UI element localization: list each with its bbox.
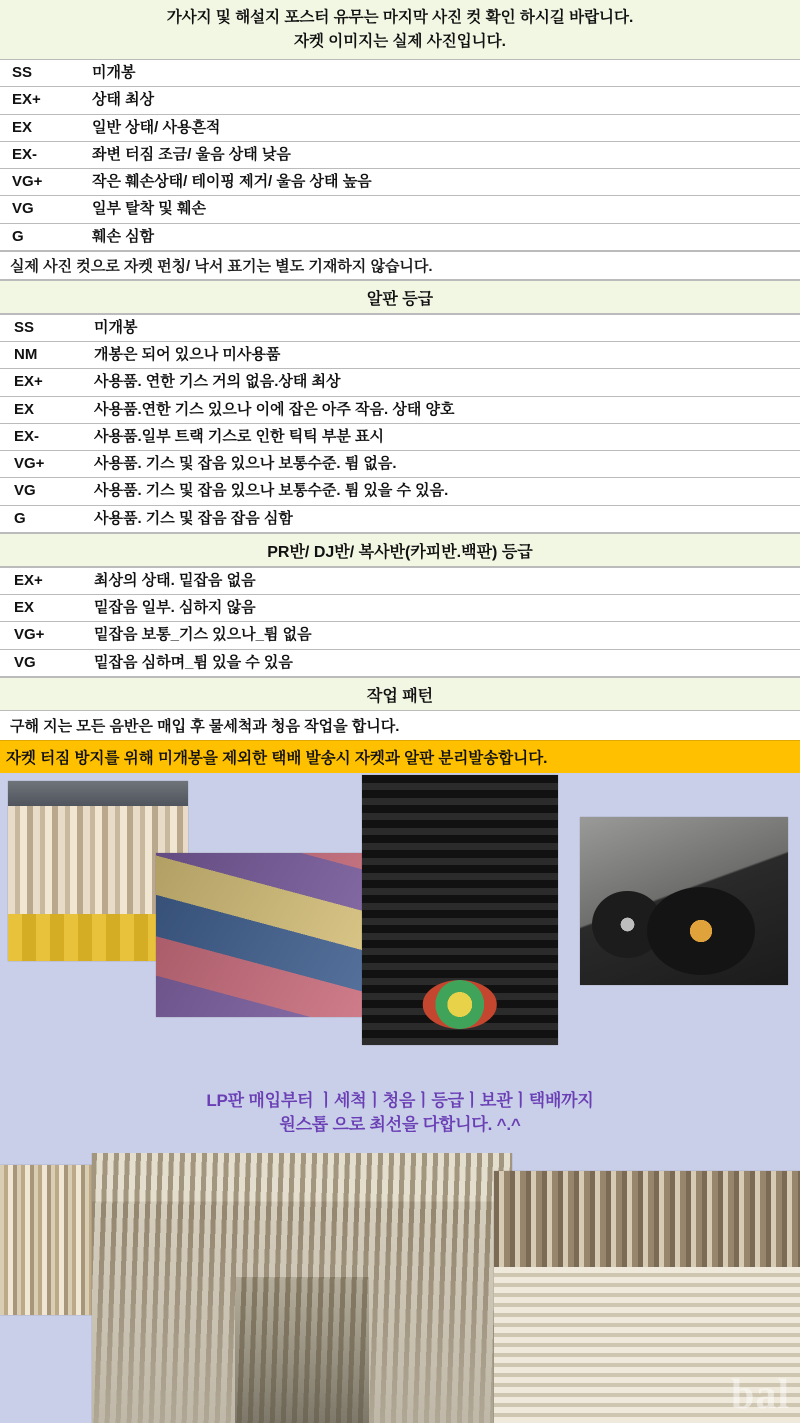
table-row xyxy=(0,342,800,369)
grade-desc: 사용품. 연한 기스 거의 없음.상태 최상 xyxy=(90,369,800,396)
jacket-footnote: 실제 사진 컷으로 자켓 펀칭/ 낙서 표기는 별도 기재하지 않습니다. xyxy=(0,251,800,280)
table-row xyxy=(0,60,800,87)
grade-code: G xyxy=(0,505,90,532)
photo-collage-bottom xyxy=(0,1153,800,1423)
photo-collage-top xyxy=(0,773,800,1093)
grade-desc: 밑잡음 보통_기스 있으나_튐 없음 xyxy=(90,622,800,649)
table-row xyxy=(0,223,800,250)
grade-desc: 훼손 심함 xyxy=(88,223,800,250)
header-notice xyxy=(0,0,800,59)
grade-desc: 미개봉 xyxy=(90,314,800,341)
tagline-band xyxy=(0,1090,800,1153)
watermark: bal xyxy=(730,1371,790,1418)
photo-stacked-vinyl-records xyxy=(362,775,558,1045)
grade-code: VG+ xyxy=(0,451,90,478)
grade-desc: 사용품. 기스 및 잡음 있으나 보통수준. 튐 없음. xyxy=(90,451,800,478)
grade-code: VG xyxy=(0,649,90,676)
notice-line-2: 자켓 이미지는 실제 사진입니다. xyxy=(294,33,506,51)
table-row xyxy=(0,423,800,450)
table-row xyxy=(0,314,800,341)
tagline-line-1: LP판 매입부터 ㅣ세척ㅣ청음ㅣ등급ㅣ보관ㅣ택배까지 xyxy=(206,1090,594,1110)
grade-code: SS xyxy=(0,314,90,341)
grade-code: EX xyxy=(0,595,90,622)
table-row xyxy=(0,567,800,594)
table-row xyxy=(0,622,800,649)
pr-section-title: PR반/ DJ반/ 복사반(카피반.백판) 등급 xyxy=(0,533,800,567)
grade-code: SS xyxy=(0,60,88,87)
jacket-grade-table xyxy=(0,59,800,251)
grade-desc: 최상의 상태. 밑잡음 없음 xyxy=(90,567,800,594)
grade-code: EX+ xyxy=(0,369,90,396)
grade-code: NM xyxy=(0,342,90,369)
tagline-line-2: 원스톱 으로 최선을 다합니다. ^.^ xyxy=(279,1115,521,1135)
table-row xyxy=(0,595,800,622)
table-row xyxy=(0,649,800,676)
shipping-highlight-notice: 자켓 터짐 방지를 위해 미개봉을 제외한 택배 발송시 자켓과 알판 분리발송합니다. xyxy=(0,740,800,773)
grade-desc: 사용품.연한 기스 있으나 이에 잡은 아주 작음. 상태 양호 xyxy=(90,396,800,423)
table-row xyxy=(0,396,800,423)
notice-line-1: 가사지 및 해설지 포스터 유무는 마지막 사진 컷 확인 하시길 바랍니다. xyxy=(166,9,634,26)
grade-code: EX+ xyxy=(0,87,88,114)
table-row xyxy=(0,505,800,532)
table-row xyxy=(0,196,800,223)
grade-code: G xyxy=(0,223,88,250)
grade-code: VG+ xyxy=(0,169,88,196)
grade-desc: 좌변 터짐 조금/ 울음 상태 낮음 xyxy=(88,141,800,168)
grade-code: EX- xyxy=(0,423,90,450)
grade-code: VG xyxy=(0,478,90,505)
table-row xyxy=(0,451,800,478)
table-row xyxy=(0,114,800,141)
table-row xyxy=(0,478,800,505)
disc-grade-table xyxy=(0,314,800,533)
work-description: 구해 지는 모든 음반은 매입 후 물세척과 청음 작업을 합니다. xyxy=(10,717,400,735)
grade-desc: 사용품. 기스 및 잡음 있으나 보통수준. 튐 있을 수 있음. xyxy=(90,478,800,505)
grade-desc: 일부 탈착 및 훼손 xyxy=(88,196,800,223)
grade-desc: 사용품.일부 트랙 기스로 인한 틱틱 부분 표시 xyxy=(90,423,800,450)
work-section-title: 작업 패턴 xyxy=(0,677,800,711)
grade-code: EX xyxy=(0,396,90,423)
grade-code: EX xyxy=(0,114,88,141)
grade-code: VG+ xyxy=(0,622,90,649)
disc-section-title: 알판 등급 xyxy=(0,280,800,314)
table-row xyxy=(0,169,800,196)
table-row xyxy=(0,141,800,168)
grade-desc: 상태 최상 xyxy=(88,87,800,114)
grade-desc: 미개봉 xyxy=(88,60,800,87)
grade-desc: 일반 상태/ 사용흔적 xyxy=(88,114,800,141)
table-row xyxy=(0,87,800,114)
grade-code: EX+ xyxy=(0,567,90,594)
table-row xyxy=(0,369,800,396)
grade-code: VG xyxy=(0,196,88,223)
photo-shelf-left xyxy=(0,1165,100,1315)
grade-code: EX- xyxy=(0,141,88,168)
grade-desc: 개봉은 되어 있으나 미사용품 xyxy=(90,342,800,369)
grade-desc: 사용품. 기스 및 잡음 잡음 심함 xyxy=(90,505,800,532)
grade-desc: 밑잡음 일부. 심하지 않음 xyxy=(90,595,800,622)
grade-desc: 작은 훼손상태/ 테이핑 제거/ 울음 상태 높음 xyxy=(88,169,800,196)
photo-album-sleeves xyxy=(156,853,362,1017)
photo-warehouse-aisle xyxy=(92,1153,512,1423)
pr-grade-table xyxy=(0,567,800,677)
photo-turntable xyxy=(580,817,788,985)
tagline xyxy=(0,1089,800,1138)
grade-desc: 밑잡음 심하며_튐 있을 수 있음 xyxy=(90,649,800,676)
